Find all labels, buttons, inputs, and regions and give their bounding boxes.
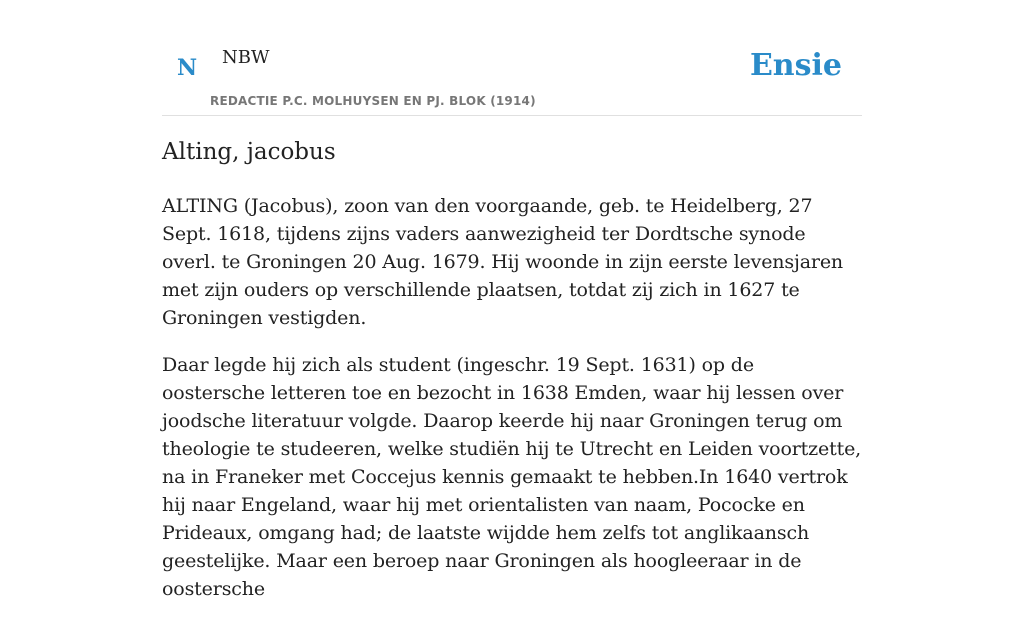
article-paragraph: Daar legde hij zich als student (ingeschr. 19 Sept. 1631) op de oostersche letteren toe en bezocht in 1638 Emden, waar hij lessen over joodsche literatuur volgde. Daarop keerde hij naar Groningen terug om theologie te studeeren, welke studiën hij te Utrecht en Leiden voortzette, na in Franeker met Coccejus kennis gemaakt te hebben.In 1640 vertrok hij naar Engeland, waar hij met orientalisten van naam, Pococke en Prideaux, omgang had; de laatste wijdde hem zelfs tot anglikaansch geestelijke. Maar een beroep naar Groningen als hoogleeraar in de oostersche (162, 354, 862, 600)
article-title: Alting, jacobus (162, 139, 336, 165)
header-divider (162, 115, 862, 116)
article-body (162, 192, 862, 622)
source-logo-icon[interactable]: N (177, 55, 198, 81)
source-meta: REDACTIE P.C. MOLHUYSEN EN PJ. BLOK (1914) (210, 94, 536, 108)
brand-logo[interactable]: Ensie (749, 48, 842, 83)
article-paragraph: ALTING (Jacobus), zoon van den voorgaande, geb. te Heidelberg, 27 Sept. 1618, tijdens zijns vaders aanwezigheid ter Dordtsche synode overl. te Groningen 20 Aug. 1679. Hij woonde in zijn eerste levensjaren met zijn ouders op verschillende plaatsen, totdat zij zich in 1627 te Groningen vestigden. (162, 195, 844, 329)
source-name[interactable]: NBW (222, 47, 270, 68)
